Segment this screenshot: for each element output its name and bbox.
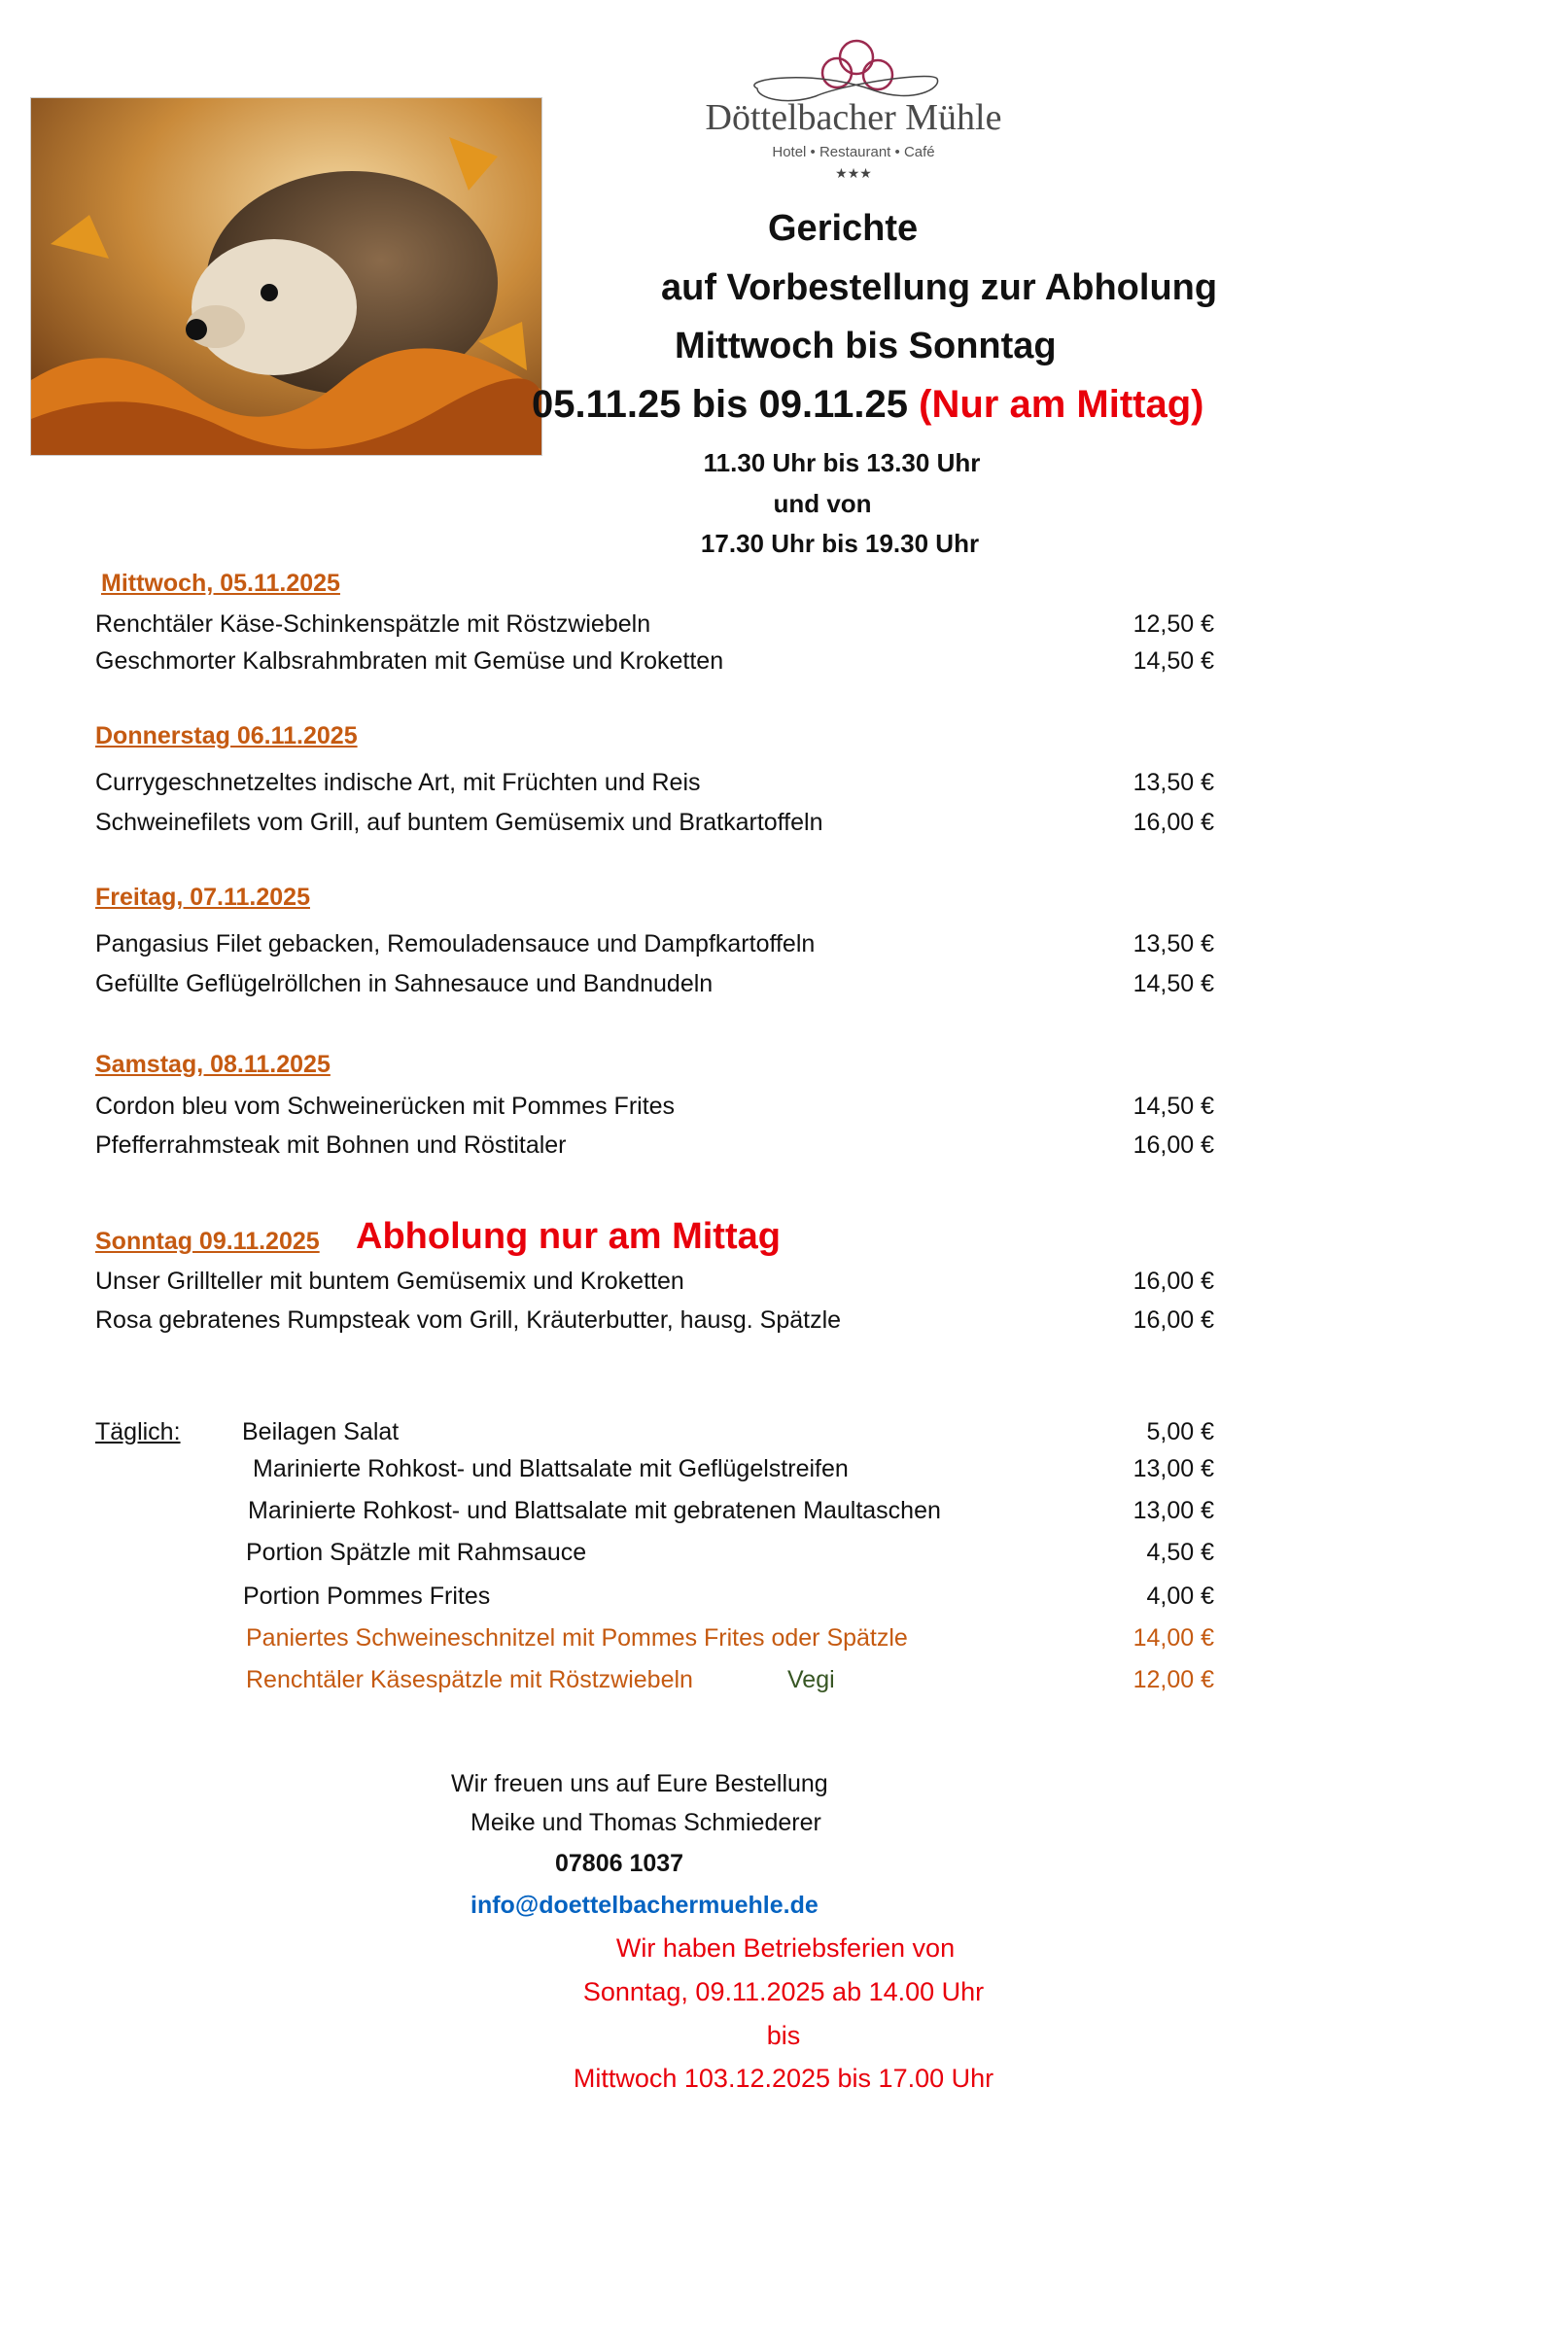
day-heading-friday: Freitag, 07.11.2025 — [95, 884, 310, 911]
menu-item: Renchtäler Käse-Schinkenspätzle mit Röstzwiebeln — [95, 610, 651, 638]
sunday-note: Abholung nur am Mittag — [356, 1216, 781, 1257]
day-heading-wednesday: Mittwoch, 05.11.2025 — [101, 570, 340, 597]
footer-thanks: Wir freuen uns auf Eure Bestellung — [451, 1770, 828, 1797]
footer-phone[interactable]: 07806 1037 — [555, 1850, 684, 1877]
holiday-line: bis — [766, 2021, 801, 2050]
daily-price: 5,00 € — [1146, 1418, 1214, 1445]
hedgehog-photo — [30, 97, 542, 456]
time-1: 11.30 Uhr bis 13.30 Uhr — [703, 448, 981, 477]
days-range: Mittwoch bis Sonntag — [675, 326, 1057, 366]
time-2: 17.30 Uhr bis 19.30 Uhr — [700, 529, 980, 558]
menu-item: Unser Grillteller mit buntem Gemüsemix und Kroketten — [95, 1268, 684, 1295]
menu-price: 14,50 € — [1132, 647, 1214, 675]
logo-name: Döttelbacher Mühle — [705, 97, 1002, 138]
menu-price: 13,50 € — [1132, 930, 1214, 957]
menu-price: 14,50 € — [1132, 970, 1214, 997]
menu-price: 16,00 € — [1132, 1306, 1214, 1334]
daily-item-special: Paniertes Schweineschnitzel mit Pommes Frites oder Spätzle — [246, 1624, 908, 1652]
menu-price: 16,00 € — [1132, 1268, 1214, 1295]
daily-item: Marinierte Rohkost- und Blattsalate mit gebratenen Maultaschen — [248, 1497, 941, 1524]
page-subtitle: auf Vorbestellung zur Abholung — [661, 267, 1218, 308]
menu-price: 16,00 € — [1132, 1131, 1214, 1159]
holiday-line: Sonntag, 09.11.2025 ab 14.00 Uhr — [582, 1977, 985, 2006]
daily-price: 4,50 € — [1146, 1539, 1214, 1566]
daily-item: Beilagen Salat — [242, 1418, 400, 1445]
holiday-line: Mittwoch 103.12.2025 bis 17.00 Uhr — [573, 2064, 994, 2093]
footer-email-link[interactable]: info@doettelbachermuehle.de — [470, 1892, 819, 1919]
daily-item: Marinierte Rohkost- und Blattsalate mit Geflügelstreifen — [253, 1455, 849, 1482]
daily-price: 4,00 € — [1146, 1583, 1214, 1610]
menu-item: Pfefferrahmsteak mit Bohnen und Röstitaler — [95, 1131, 567, 1159]
daily-price: 13,00 € — [1132, 1497, 1214, 1524]
daily-price-special: 14,00 € — [1132, 1624, 1214, 1652]
daily-price-special: 12,00 € — [1132, 1666, 1214, 1693]
date-range-text: 05.11.25 bis 09.11.25 — [532, 383, 909, 426]
daily-item: Portion Spätzle mit Rahmsauce — [246, 1539, 587, 1566]
date-range-note: (Nur am Mittag) — [919, 383, 1204, 426]
menu-price: 14,50 € — [1132, 1093, 1214, 1120]
menu-item: Cordon bleu vom Schweinerücken mit Pommes Frites — [95, 1093, 676, 1120]
menu-price: 12,50 € — [1132, 610, 1214, 638]
menu-item: Gefüllte Geflügelröllchen in Sahnesauce und Bandnudeln — [95, 970, 714, 997]
daily-item-special: Renchtäler Käsespätzle mit Röstzwiebeln — [246, 1666, 693, 1693]
logo-stars: ★★★ — [835, 165, 872, 181]
menu-item: Schweinefilets vom Grill, auf buntem Gemüsemix und Bratkartoffeln — [95, 809, 823, 836]
date-range — [532, 382, 1203, 427]
menu-item: Rosa gebratenes Rumpsteak vom Grill, Kräuterbutter, hausg. Spätzle — [95, 1306, 842, 1334]
hedgehog-image — [31, 98, 541, 455]
daily-item: Portion Pommes Frites — [243, 1583, 491, 1610]
day-heading-saturday: Samstag, 08.11.2025 — [95, 1051, 331, 1078]
day-heading-sunday: Sonntag 09.11.2025 — [95, 1228, 320, 1255]
footer-owners: Meike und Thomas Schmiederer — [470, 1809, 821, 1836]
daily-price: 13,00 € — [1132, 1455, 1214, 1482]
menu-item: Pangasius Filet gebacken, Remouladensauce und Dampfkartoffeln — [95, 930, 816, 957]
menu-item: Currygeschnetzeltes indische Art, mit Früchten und Reis — [95, 769, 701, 796]
menu-price: 16,00 € — [1132, 809, 1214, 836]
menu-price: 13,50 € — [1132, 769, 1214, 796]
day-heading-thursday: Donnerstag 06.11.2025 — [95, 722, 358, 749]
logo-tagline: Hotel • Restaurant • Café — [772, 144, 935, 160]
page-title: Gerichte — [768, 208, 919, 249]
vegi-tag: Vegi — [787, 1666, 835, 1693]
holiday-line: Wir haben Betriebsferien von — [615, 1933, 956, 1963]
daily-label: Täglich: — [95, 1418, 181, 1445]
time-join: und von — [773, 489, 872, 518]
menu-item: Geschmorter Kalbsrahmbraten mit Gemüse und Kroketten — [95, 647, 724, 675]
logo — [699, 30, 1008, 195]
